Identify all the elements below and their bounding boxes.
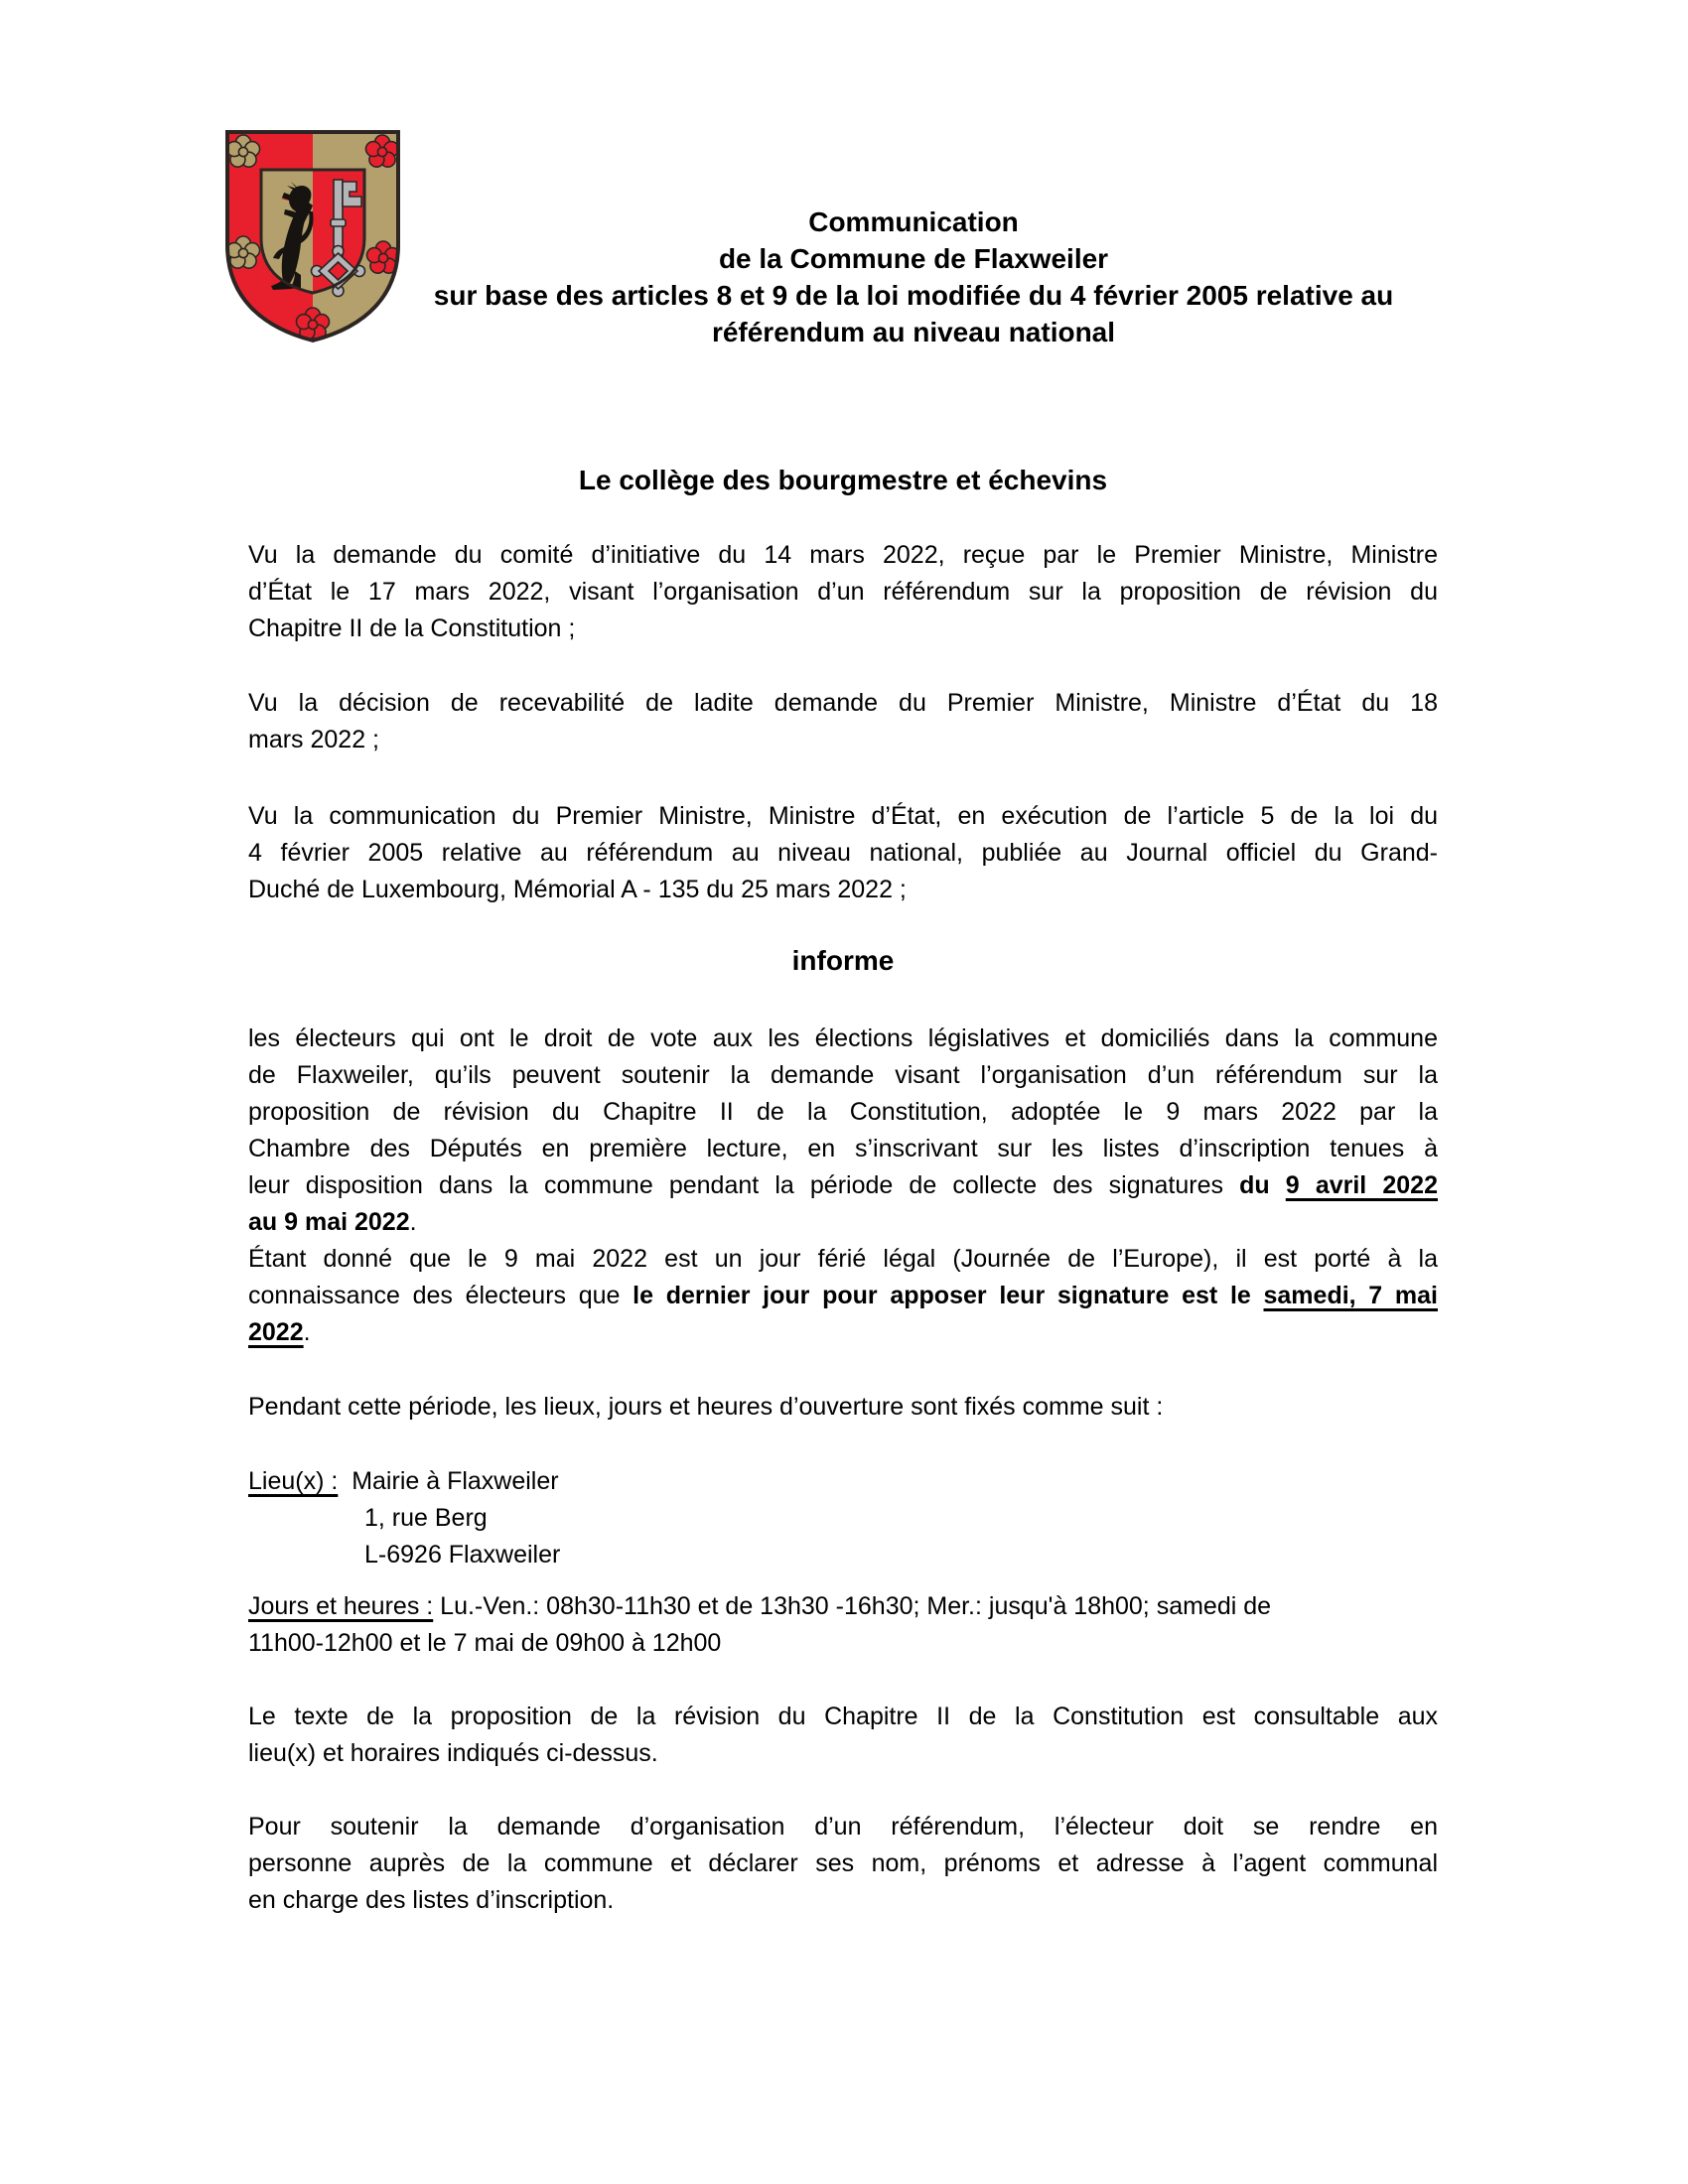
text-line bbox=[248, 1094, 1438, 1131]
text-segment: Vu la demande du comité d’initiative du 14 mars 2022, reçue par le Premier Ministre, Ministre bbox=[248, 541, 1438, 569]
text-segment: leur disposition dans la commune pendant la période de collecte des signatures bbox=[248, 1171, 1240, 1199]
text-segment: Lu.-Ven.: 08h30-11h30 et de 13h30 -16h30; Mer.: jusqu'à 18h00; samedi de bbox=[433, 1592, 1272, 1620]
paragraph-pendant-periode bbox=[248, 1389, 1438, 1426]
text-segment: personne auprès de la commune et déclarer ses nom, prénoms et adresse à l’agent communal bbox=[248, 1849, 1438, 1877]
text-segment: de Flaxweiler, qu’ils peuvent soutenir la demande visant l’organisation d’un référendum sur la bbox=[248, 1061, 1438, 1089]
paragraph-pour-soutenir bbox=[248, 1809, 1438, 1919]
text-segment: 9 avril 2022 bbox=[1285, 1171, 1438, 1199]
text-line bbox=[248, 1389, 1438, 1426]
text-segment: Lieu(x) : bbox=[248, 1467, 339, 1495]
text-line bbox=[248, 1735, 1438, 1772]
text-segment: au 9 mai 2022 bbox=[248, 1208, 410, 1236]
text-line bbox=[248, 1699, 1438, 1735]
text-segment: Pendant cette période, les lieux, jours et heures d’ouverture sont fixés comme suit : bbox=[248, 1393, 1164, 1421]
text-line bbox=[248, 722, 1438, 758]
text-line bbox=[248, 1588, 1438, 1625]
text-line bbox=[248, 1537, 1438, 1573]
text-line bbox=[248, 1625, 1438, 1662]
location-block bbox=[248, 1463, 1438, 1573]
text-segment: L-6926 Flaxweiler bbox=[364, 1541, 561, 1569]
text-line bbox=[248, 537, 1438, 574]
text-segment: 2022 bbox=[248, 1318, 304, 1346]
text-line bbox=[248, 1882, 1438, 1919]
text-segment: Jours et heures : bbox=[248, 1592, 434, 1620]
text-segment: Le texte de la proposition de la révision du Chapitre II de la Constitution est consultable aux bbox=[248, 1703, 1438, 1730]
text-line bbox=[248, 1167, 1438, 1204]
text-segment: en charge des listes d’inscription. bbox=[248, 1886, 615, 1914]
text-line bbox=[248, 1204, 1438, 1241]
text-segment: Pour soutenir la demande d’organisation d’un référendum, l’électeur doit se rendre en bbox=[248, 1813, 1438, 1841]
document-title bbox=[338, 204, 1489, 350]
text-line bbox=[248, 1057, 1438, 1094]
text-segment: d’État le 17 mars 2022, visant l’organisation d’un référendum sur la proposition de révision du bbox=[248, 578, 1438, 606]
paragraph-vu-communication bbox=[248, 798, 1438, 908]
title-line: référendum au niveau national bbox=[711, 317, 1116, 347]
text-line bbox=[248, 1131, 1438, 1167]
text-line bbox=[248, 835, 1438, 872]
text-line bbox=[248, 1809, 1438, 1845]
text-segment: les électeurs qui ont le droit de vote aux les élections législatives et domiciliés dans la commune bbox=[248, 1024, 1438, 1052]
text-line bbox=[248, 611, 1438, 647]
text-segment: . bbox=[409, 1208, 417, 1236]
text-segment: Vu la communication du Premier Ministre, Ministre d’État, en exécution de l’article 5 de la loi du bbox=[248, 802, 1438, 830]
text-line bbox=[248, 1845, 1438, 1882]
text-segment: mars 2022 ; bbox=[248, 726, 380, 753]
paragraph-vu-decision bbox=[248, 685, 1438, 758]
text-segment: 11h00-12h00 et le 7 mai de 09h00 à 12h00 bbox=[248, 1629, 722, 1657]
title-line: de la Commune de Flaxweiler bbox=[718, 243, 1109, 274]
title-line: Communication bbox=[808, 206, 1019, 237]
paragraph-electeurs bbox=[248, 1021, 1438, 1351]
text-line bbox=[248, 574, 1438, 611]
text-line bbox=[248, 1314, 1438, 1351]
text-line bbox=[248, 1278, 1438, 1314]
paragraph-vu-demande bbox=[248, 537, 1438, 647]
text-line bbox=[248, 1021, 1438, 1057]
text-segment: Duché de Luxembourg, Mémorial A - 135 du 25 mars 2022 ; bbox=[248, 876, 907, 903]
opening-hours-block bbox=[248, 1588, 1438, 1662]
text-segment: samedi, 7 mai bbox=[1263, 1282, 1438, 1309]
text-line bbox=[248, 872, 1438, 908]
text-segment: du bbox=[1239, 1171, 1286, 1199]
text-segment: proposition de révision du Chapitre II de la Constitution, adoptée le 9 mars 2022 par la bbox=[248, 1098, 1438, 1126]
text-line bbox=[248, 1463, 1438, 1500]
paragraph-texte-consultable bbox=[248, 1699, 1438, 1772]
text-line bbox=[248, 685, 1438, 722]
text-segment: . bbox=[303, 1318, 311, 1346]
text-line bbox=[248, 798, 1438, 835]
heading-informe: informe bbox=[791, 945, 895, 976]
text-line bbox=[248, 1500, 1438, 1537]
text-segment: 1, rue Berg bbox=[364, 1504, 488, 1532]
text-segment: Chambre des Députés en première lecture, en s’inscrivant sur les listes d’inscription tenues à bbox=[248, 1135, 1438, 1162]
text-segment: Mairie à Flaxweiler bbox=[338, 1467, 559, 1495]
text-segment: Chapitre II de la Constitution ; bbox=[248, 614, 576, 642]
text-line bbox=[248, 1241, 1438, 1278]
text-segment: 4 février 2005 relative au référendum au niveau national, publiée au Journal officiel du Grand- bbox=[248, 839, 1438, 867]
text-segment: Vu la décision de recevabilité de ladite demande du Premier Ministre, Ministre d’État du 18 bbox=[248, 689, 1438, 717]
text-segment: lieu(x) et horaires indiqués ci-dessus. bbox=[248, 1739, 658, 1767]
heading-college: Le collège des bourgmestre et échevins bbox=[578, 465, 1108, 495]
title-line: sur base des articles 8 et 9 de la loi modifiée du 4 février 2005 relative au bbox=[433, 280, 1394, 311]
text-segment: connaissance des électeurs que bbox=[248, 1282, 633, 1309]
text-segment: le dernier jour pour apposer leur signature est le bbox=[633, 1282, 1264, 1309]
text-segment: Étant donné que le 9 mai 2022 est un jour férié légal (Journée de l’Europe), il est porté à la bbox=[248, 1245, 1438, 1273]
